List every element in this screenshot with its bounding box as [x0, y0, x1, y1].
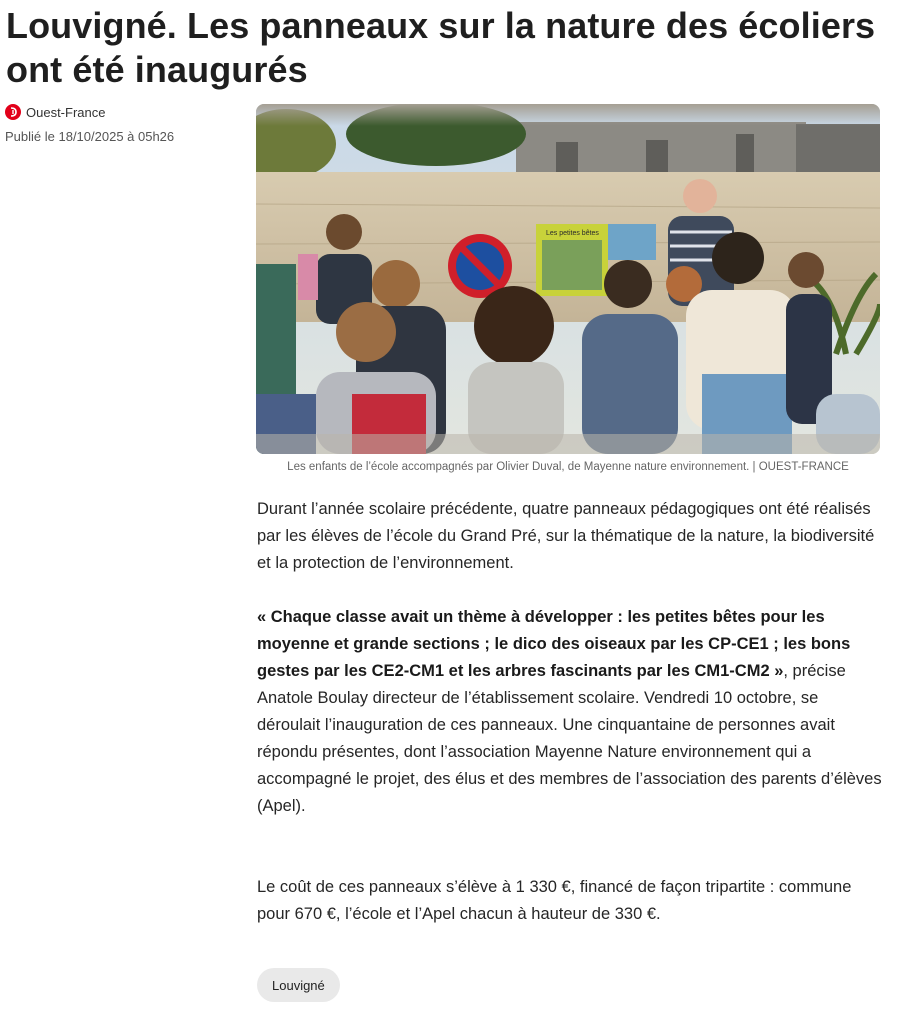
poster-title: Les petites bêtes [546, 230, 599, 237]
paragraph-3: Le coût de ces panneaux s’élève à 1 330 €, financé de façon tripartite : commune pour 670 €, l’école et l’Apel chacun à hauteur de 330 €. [257, 878, 852, 923]
paragraph-2-text: , précise Anatole Boulay directeur de l’établissement scolaire. Vendredi 10 octobre, se déroulait l’inauguration de ces panneaux. Une cinquantaine de personnes avait répondu présentes, dont l’association Mayenne Nature environnement qui a accompagné le projet, des élus et des membres de l’association des parents d’élèves (Apel). [257, 662, 882, 815]
photo-caption: Les enfants de l’école accompagnés par Olivier Duval, de Mayenne nature environnement. | OUEST-FRANCE [287, 461, 849, 473]
article-source[interactable] [5, 104, 105, 120]
paragraph-1: Durant l’année scolaire précédente, quatre panneaux pédagogiques ont été réalisés par les élèves de l’école du Grand Pré, sur la thématique de la nature, la biodiversité et la protection de l’environnement. [257, 500, 875, 572]
article-title: Louvigné. Les panneaux sur la nature des écoliers ont été inaugurés [6, 5, 876, 90]
source-name[interactable]: Ouest-France [26, 104, 106, 120]
paragraph-2 [257, 604, 883, 820]
tag-louvigne[interactable]: Louvigné [257, 968, 340, 1002]
quote-text: « Chaque classe avait un thème à développer : les petites bêtes pour les moyenne et grande sections ; le dico des oiseaux par les CP-CE1 ; les bons gestes par les CE2-CM1 et les arbres fascinants par les CM1-CM2 » [257, 608, 851, 680]
ouest-france-logo-icon [5, 104, 21, 120]
article-photo [256, 104, 880, 454]
publication-date: Publié le 18/10/2025 à 05h26 [5, 129, 175, 144]
